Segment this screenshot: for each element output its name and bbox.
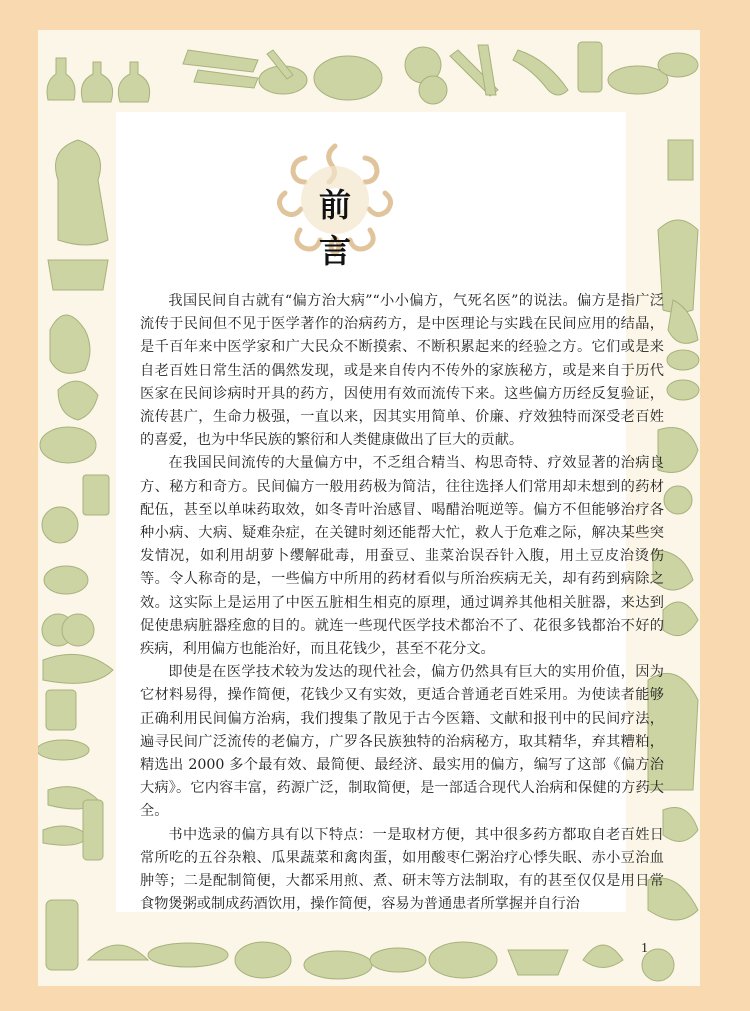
paragraph: 书中选录的偏方具有以下特点：一是取材方便，其中很多药方都取自老百姓日常所吃的五谷杂粮、瓜果蔬菜和禽肉蛋，如用酸枣仁粥治疗心悸失眠、赤小豆治血肿等；二是配制简便，大都采用煎、煮、研末等方法制取，有的甚至仅仅是用日常食物煲粥或制成药酒饮用，操作简便，容易为普通患者所掌握并自行治 [140, 826, 664, 913]
preface-body [140, 290, 664, 916]
paragraph: 在我国民间流传的大量偏方中，不乏组合精当、构思奇特、疗效显著的治病良方、秘方和奇方。民间偏方一般用药极为简洁，往往选择人们常用却未想到的药材配伍，甚至以单味药取效，如冬青叶治感冒、喝醋治呃逆等。偏方不但能够治疗各种小病、大病、疑难杂症，在关键时刻还能帮大忙，救人于危难之际，解决某些突发情况，如利用胡萝卜缨解砒毒，用蚕豆、韭菜治误吞针入腹，用土豆皮治烫伤等。令人称奇的是，一些偏方中所用的药材看似与所治疾病无关，却有药到病除之效。这实际上是运用了中医五脏相生相克的原理，通过调养其他相关脏器，来达到促使患病脏器痊愈的目的。就连一些现代医学技术都治不了、花很多钱都治不好的疾病，利用偏方也能治好，而且花钱少，甚至不花分文。 [140, 455, 664, 658]
paragraph: 即使是在医学技术较为发达的现代社会，偏方仍然具有巨大的实用价值，因为它材料易得，操作简便，花钱少又有实效，更适合普通老百姓采用。为使读者能够正确利用民间偏方治病，我们搜集了散见于古今医籍、文献和报刊中的民间疗法，遍寻民间广泛流传的老偏方，广罗各民族独特的治病秘方，取其精华，弃其糟粕，精选出 2000 多个最有效、最简便、最经济、最实用的偏方，编写了这部《偏方治大病》。它内容丰富，药源广泛，制取简便，是一部适合现代人治病和保健的方药大全。 [140, 664, 664, 820]
title-emblem [270, 138, 400, 270]
paragraph: 我国民间自古就有“偏方治大病”“小小偏方，气死名医”的说法。偏方是指广泛流传于民间但不见于医学著作的治病药方，是中医理论与实践在民间应用的结晶，是千百年来中医学家和广大民众不断摸索、不断积累起来的经验之方。它们或是来自老百姓日常生活的偶然发现，或是来自传内不传外的家族秘方，或是来自于历代医家在民间诊病时开具的药方，因使用有效而流传下来。这些偏方历经反复验证，流传甚广，生命力极强，一直以来，因其实用简单、价廉、疗效独特而深受老百姓的喜爱，也为中华民族的繁衍和人类健康做出了巨大的贡献。 [140, 293, 664, 449]
page-number: 1 [641, 941, 648, 956]
page-title: 前言 [318, 186, 379, 270]
